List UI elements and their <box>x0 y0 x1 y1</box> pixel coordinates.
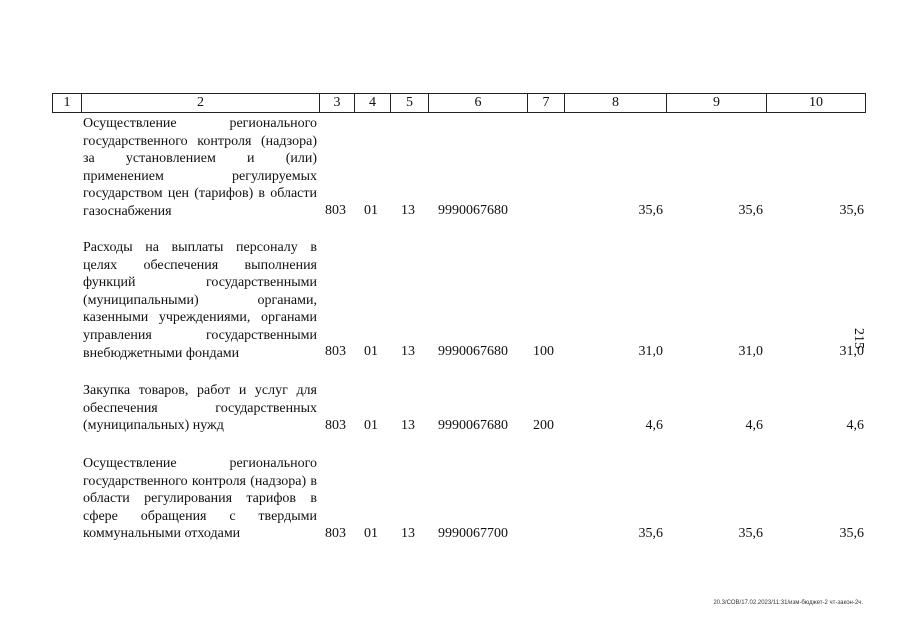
row-1-description: Осуществление регионального государственного контроля (надзора) за установлением и (или) применением регулируемых государством цен (тарифов) в области газоснабжения <box>83 116 317 219</box>
row-3-col-5: 13 <box>401 418 415 433</box>
row-4-col-8: 35,6 <box>638 526 663 541</box>
row-3-col-3: 803 <box>325 418 346 433</box>
row-1-col-6: 9990067680 <box>438 203 508 218</box>
header-col-1: 1 <box>63 95 71 110</box>
row-4-col-10: 35,6 <box>839 526 864 541</box>
header-col-8: 8 <box>564 94 666 112</box>
row-4-col-5: 13 <box>401 526 415 541</box>
row-3-col-6: 9990067680 <box>438 418 508 433</box>
row-3-description: Закупка товаров, работ и услуг для обеспечения государственных (муниципальных) нужд <box>83 383 317 434</box>
row-4-col-4: 01 <box>364 526 378 541</box>
header-col-7: 7 <box>527 94 564 112</box>
row-3-col-4: 01 <box>364 418 378 433</box>
row-2-col-4: 01 <box>364 344 378 359</box>
row-1-col-4: 01 <box>364 203 378 218</box>
header-col-6: 6 <box>428 94 527 112</box>
header-col-2: 2 <box>81 94 319 112</box>
row-4-col-6: 9990067700 <box>438 526 508 541</box>
row-2-col-10: 31,0 <box>839 344 864 359</box>
row-3-col-9: 4,6 <box>745 418 763 433</box>
row-3-col-10: 4,6 <box>846 418 864 433</box>
header-col-3: 3 <box>319 94 354 112</box>
header-col-5: 5 <box>390 94 428 112</box>
row-1-col-10: 35,6 <box>839 203 864 218</box>
table-header-row <box>52 93 866 113</box>
row-2-col-8: 31,0 <box>638 344 663 359</box>
document-footer: 20.3/СОВ/17.02.2023/11:31/изм-бюджет-2 чт-закон-2ч. <box>713 600 863 606</box>
header-col-10: 10 <box>766 94 865 112</box>
row-2-col-5: 13 <box>401 344 415 359</box>
page-number: 215 <box>851 328 866 349</box>
row-1-col-8: 35,6 <box>638 203 663 218</box>
row-2-col-7: 100 <box>533 344 554 359</box>
header-col-4: 4 <box>354 94 390 112</box>
row-4-description: Осуществление регионального государственного контроля (надзора) в области регулирования тарифов в сфере обращения с твердыми коммунальными отходами <box>83 456 317 542</box>
row-2-col-3: 803 <box>325 344 346 359</box>
row-2-description: Расходы на выплаты персоналу в целях обеспечения выполнения функций государственными (муниципальными) органами, казенными учреждениями, органами управления государственными внебюджетными фондами <box>83 240 317 361</box>
row-1-col-3: 803 <box>325 203 346 218</box>
row-2-col-9: 31,0 <box>738 344 763 359</box>
row-4-col-3: 803 <box>325 526 346 541</box>
row-1-col-5: 13 <box>401 203 415 218</box>
row-4-col-9: 35,6 <box>738 526 763 541</box>
row-2-col-6: 9990067680 <box>438 344 508 359</box>
row-3-col-8: 4,6 <box>645 418 663 433</box>
row-1-col-9: 35,6 <box>738 203 763 218</box>
row-3-col-7: 200 <box>533 418 554 433</box>
header-col-9: 9 <box>666 94 766 112</box>
